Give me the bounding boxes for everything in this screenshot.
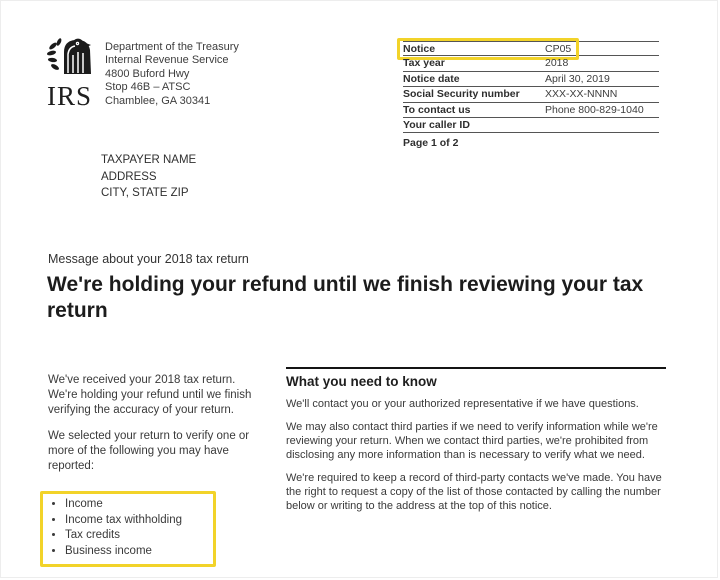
reported-item: • Tax credits [65,528,209,544]
irs-wordmark: IRS [47,81,93,111]
summary-paragraph: We've received your 2018 tax return. We're holding your refund until we finish verifying the accuracy of your return. [48,374,252,416]
page-indicator: Page 1 of 2 [403,137,459,150]
notice-label: Tax year [403,57,445,70]
notice-row-tax-year [403,56,659,71]
agency-address-line: Department of the Treasury [105,41,239,53]
message-kicker: Message about your 2018 tax return [48,252,249,266]
reported-item: • Business income [65,544,209,560]
notice-row-caller-id [403,118,659,133]
section-paragraph: We may also contact third parties if we need to verify information while we're reviewing your return. When we contact third parties, we're prohibited from disclosing any more information than is necessary to verify what we need. [286,421,658,461]
notice-value: XXX-XX-NNNN [545,88,618,101]
reported-items-list [65,497,209,559]
agency-address-line: Internal Revenue Service [105,54,229,67]
notice-row-ssn [403,87,659,102]
notice-value: CP05 [545,43,572,55]
reported-item: • Income tax withholding [65,513,209,529]
agency-address [105,41,239,108]
irs-eagle-icon [47,37,101,82]
irs-logo [47,37,101,110]
notice-label: Social Security number [403,88,520,101]
notice-label: Your caller ID [403,118,470,131]
notice-row-contact [403,103,659,118]
notice-label: Notice date [403,72,460,85]
reported-item: • Income [65,497,209,513]
reported-items-highlight-box [40,491,216,567]
notice-row-notice-date [403,72,659,87]
notice-row-notice [403,41,659,56]
notice-label: Notice [403,43,436,55]
notice-info-table [403,41,659,149]
recipient-line: TAXPAYER NAME [101,154,197,166]
agency-address-line: Chamblee, GA 30341 [105,94,211,107]
agency-address-line: 4800 Buford Hwy [105,67,190,80]
section-paragraph: We'll contact you or your authorized representative if we have questions. [286,398,639,410]
agency-address-line: Stop 46B – ATSC [105,81,191,94]
notice-value: 2018 [545,57,569,70]
section-paragraph: We're required to keep a record of third-party contacts we've made. You have the right to request a copy of the list of those contacted by calling the number below or writing to the address at the top of this notice. [286,472,662,512]
summary-paragraph: We selected your return to verify one or more of the following you may have reported: [48,430,250,472]
notice-title: We're holding your refund until we finish reviewing your tax return [47,273,644,322]
recipient-line: CITY, STATE ZIP [101,187,189,199]
summary-column [48,373,258,485]
notice-label: To contact us [403,103,471,116]
recipient-address [101,152,196,202]
notice-value: April 30, 2019 [545,72,610,85]
recipient-line: ADDRESS [101,170,157,183]
what-you-need-to-know-section [286,367,666,522]
section-heading: What you need to know [286,374,437,389]
notice-value: Phone 800-829-1040 [545,103,644,116]
